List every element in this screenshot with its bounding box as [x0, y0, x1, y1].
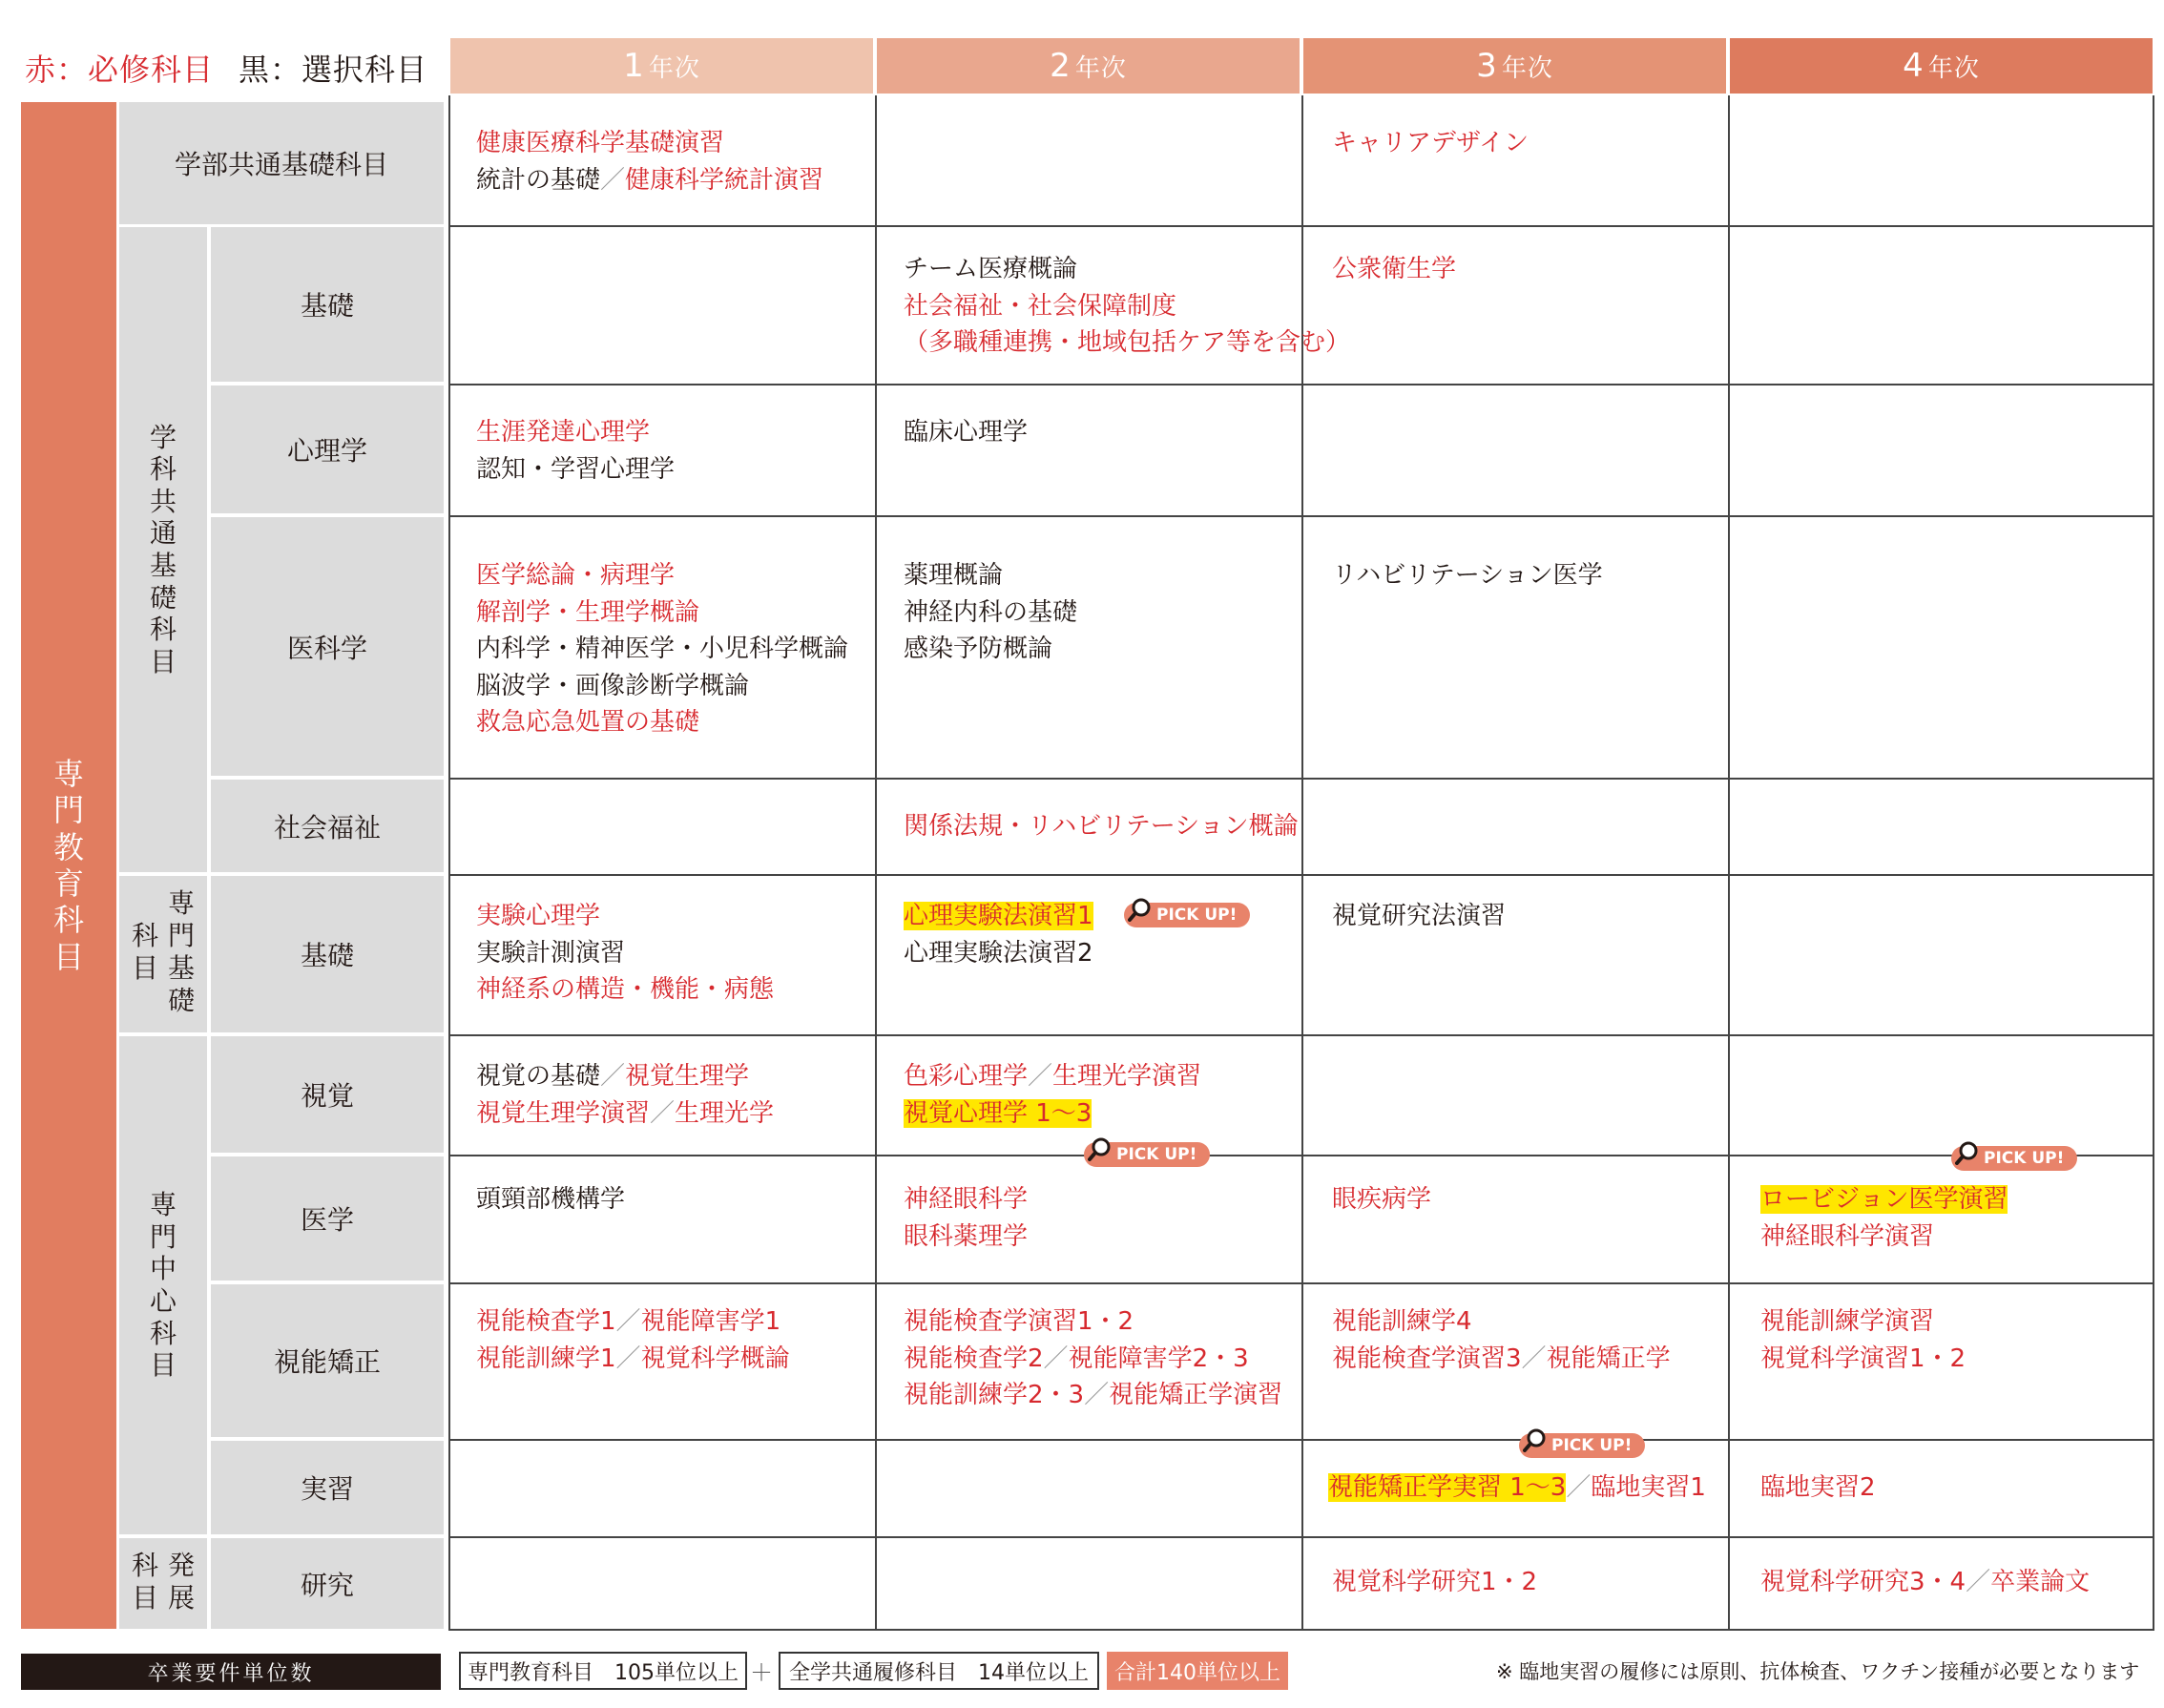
course-name: 生涯発達心理学	[476, 418, 651, 447]
cell-speckiso-y3	[1332, 898, 1506, 935]
group-development: 発 展 科 目	[119, 1538, 207, 1629]
course-line	[476, 451, 675, 489]
course-line	[476, 971, 774, 1009]
cell-speckiso-y2	[904, 898, 1093, 971]
course-line	[1332, 1564, 1537, 1601]
course-name: ロービジョン医学演習	[1760, 1185, 2008, 1214]
course-name: 眼科薬理学	[904, 1221, 1029, 1251]
course-name: 神経系の構造・機能・病態	[476, 975, 775, 1004]
year-num: 3	[1476, 47, 1498, 85]
course-name: 実験心理学	[476, 902, 601, 930]
course-name: リハビリテーション医学	[1332, 561, 1603, 590]
course-line	[476, 631, 848, 668]
cell-psychology-y1	[476, 414, 675, 488]
course-name: 健康科学統計演習	[625, 165, 824, 195]
course-name: （多職種連携・地域包括ケア等を含む）	[904, 328, 1351, 357]
pick-up-badge	[1124, 903, 1250, 927]
pick-up-badge	[1951, 1146, 2077, 1171]
course-line	[904, 1058, 1201, 1095]
course-name: 認知・学習心理学	[476, 454, 676, 484]
course-name: 生理光学演習	[1052, 1062, 1202, 1091]
cell-vision-y1	[476, 1058, 774, 1132]
course-name: 感染予防概論	[904, 635, 1053, 663]
course-name: 内科学・精神医学・小児科学概論	[476, 635, 849, 663]
course-name: 解剖学・生理学概論	[476, 597, 700, 627]
separator: ／	[600, 1062, 626, 1091]
year-num: 1	[623, 47, 645, 85]
cell-orthoptics-y3	[1332, 1303, 1671, 1377]
course-name: 視覚研究法演習	[1332, 902, 1507, 930]
specialized-credits-text: 専門教育科目 105単位以上	[468, 1660, 739, 1685]
course-line	[1332, 898, 1506, 935]
course-name: 神経眼科学演習	[1760, 1221, 1935, 1251]
course-name: 心理実験法演習2	[904, 938, 1093, 968]
separator: ／	[1028, 1062, 1053, 1091]
group-dept-common: 学 科 共 通 基 礎 科 目	[119, 227, 207, 872]
course-name: 視覚科学研究3・4	[1760, 1568, 1966, 1596]
course-line	[476, 1303, 790, 1341]
course-line	[476, 557, 848, 594]
course-line	[1332, 1303, 1671, 1341]
cell-medicine-y4	[1760, 1181, 2008, 1255]
cell-medsci-y2	[904, 557, 1077, 668]
separator: ／	[1966, 1568, 1991, 1596]
course-line	[904, 1303, 1282, 1341]
cell-medsci-y3	[1332, 557, 1603, 594]
year-suffix: 年次	[1927, 53, 1980, 83]
magnifier-icon	[1523, 1427, 1548, 1452]
cell-vision-y2	[904, 1058, 1201, 1132]
total-credits-badge	[1107, 1652, 1288, 1690]
course-name: 視能訓練学1	[476, 1343, 616, 1373]
pick-up-label: PICK UP!	[1116, 1145, 1197, 1164]
course-line	[476, 704, 848, 741]
row-label-kiso	[211, 227, 444, 382]
separator: ／	[615, 1307, 641, 1336]
course-name: 視覚科学演習1・2	[1760, 1343, 1966, 1373]
year-header-2	[877, 38, 1300, 94]
common-credits-text: 全学共通履修科目 14単位以上	[789, 1660, 1089, 1685]
course-name: 視能矯正学演習	[1109, 1381, 1283, 1409]
course-line	[904, 1219, 1028, 1256]
row-label-social-welfare	[211, 780, 444, 872]
course-line	[904, 594, 1077, 632]
course-name: 視能障害学1	[640, 1307, 781, 1336]
cell-medicine-y3	[1332, 1181, 1431, 1219]
course-name: キャリアデザイン	[1332, 129, 1529, 157]
plus-sign: ＋	[750, 1659, 773, 1686]
legend	[25, 46, 427, 90]
cell-medicine-y1	[476, 1181, 625, 1219]
row-label: 基礎	[300, 940, 354, 971]
side-label-specialized-education: 専 門 教 育 科 目	[21, 102, 116, 1629]
course-line	[904, 288, 1350, 325]
separator: ／	[1521, 1343, 1547, 1373]
separator: ／	[1566, 1473, 1592, 1502]
total-credits-text: 合計140単位以上	[1114, 1660, 1280, 1685]
course-line	[476, 1058, 774, 1095]
course-name: 神経内科の基礎	[904, 597, 1078, 627]
grid-line	[1728, 95, 1730, 1631]
course-name: 視能訓練学4	[1332, 1307, 1472, 1336]
course-name: 視覚の基礎	[476, 1062, 601, 1091]
magnifier-icon	[1128, 897, 1153, 922]
year-suffix: 年次	[1074, 53, 1127, 83]
course-line	[476, 162, 823, 199]
magnifier-icon	[1955, 1140, 1980, 1165]
course-name: 実験計測演習	[476, 938, 626, 968]
course-name: 視覚科学研究1・2	[1332, 1568, 1538, 1596]
course-line	[1332, 251, 1456, 288]
course-line	[1760, 1341, 1966, 1378]
row-label: 研究	[300, 1569, 354, 1601]
course-name: 視能訓練学2・3	[904, 1381, 1085, 1409]
cell-orthoptics-y2	[904, 1303, 1282, 1414]
row-label-orthoptics	[211, 1284, 444, 1437]
cell-common-y3	[1332, 125, 1529, 162]
year-num: 2	[1050, 47, 1072, 85]
year-header-4	[1730, 38, 2153, 94]
course-name: 救急応急処置の基礎	[476, 708, 700, 737]
course-name: 社会福祉・社会保障制度	[904, 291, 1177, 321]
legend-elective: 黒：選択科目	[239, 52, 428, 88]
course-line	[476, 898, 774, 935]
course-line	[904, 557, 1077, 594]
course-name: 視能矯正学	[1546, 1343, 1671, 1373]
pick-up-badge	[1084, 1142, 1210, 1167]
course-name: 心理実験法演習1	[904, 902, 1093, 930]
year-suffix: 年次	[1501, 53, 1553, 83]
graduation-credits-title	[21, 1654, 441, 1690]
course-name: 色彩心理学	[904, 1062, 1029, 1091]
separator: ／	[600, 165, 626, 195]
row-label-vision	[211, 1036, 444, 1153]
row-label-specialized-kiso	[211, 876, 444, 1032]
course-name: 視能検査学演習1・2	[904, 1307, 1134, 1336]
cell-psychology-y2	[904, 414, 1028, 451]
pick-up-label: PICK UP!	[1551, 1436, 1633, 1455]
year-header-3	[1303, 38, 1726, 94]
course-line	[476, 1341, 790, 1378]
grid-line	[2153, 95, 2154, 1631]
cell-medsci-y1	[476, 557, 848, 741]
separator: ／	[1043, 1343, 1069, 1373]
cell-common-y1	[476, 125, 823, 198]
cell-practicum-y4	[1760, 1469, 1876, 1507]
row-label-medicine	[211, 1156, 444, 1281]
cell-research-y4	[1760, 1564, 2090, 1601]
course-line	[476, 594, 848, 632]
course-name: 視能検査学演習3	[1332, 1343, 1522, 1373]
course-line	[1332, 1341, 1671, 1378]
pick-up-badge	[1519, 1433, 1645, 1458]
course-name: 薬理概論	[904, 561, 1004, 590]
row-label: 視覚	[300, 1080, 354, 1112]
row-label: 医科学	[286, 632, 367, 664]
course-line	[476, 125, 823, 162]
group-specialized-basic: 専 門 基 礎 科 目	[119, 876, 207, 1032]
specialized-credits-box	[459, 1652, 747, 1690]
cell-orthoptics-y4	[1760, 1303, 1966, 1377]
legend-required: 赤：必修科目	[25, 52, 215, 88]
year-header-1	[450, 38, 873, 94]
course-name: 統計の基礎	[476, 165, 601, 195]
practicum-note: ※ 臨地実習の履修には原則、抗体検査、ワクチン接種が必要となります	[1496, 1660, 2140, 1683]
grid-line	[448, 95, 450, 1631]
pick-up-label: PICK UP!	[1984, 1149, 2065, 1168]
course-line	[1760, 1181, 2008, 1219]
group-specialized-center: 専 門 中 心 科 目	[119, 1036, 207, 1534]
course-name: 公衆衛生学	[1332, 255, 1457, 283]
course-line	[904, 1377, 1282, 1414]
course-name: 臨地実習1	[1591, 1473, 1706, 1502]
cell-kiso-y2	[904, 251, 1350, 362]
separator: ／	[615, 1343, 641, 1373]
row-label: 医学	[300, 1204, 354, 1236]
course-line	[904, 808, 1299, 845]
course-line	[1332, 1181, 1431, 1219]
course-line	[476, 668, 848, 705]
row-label-practicum	[211, 1441, 444, 1534]
course-name: チーム医療概論	[904, 255, 1078, 283]
pick-up-label: PICK UP!	[1156, 906, 1238, 925]
row-label: 社会福祉	[273, 811, 381, 844]
row-label-medical-science	[211, 517, 444, 776]
course-name: 視能障害学2・3	[1068, 1343, 1249, 1373]
course-line	[1760, 1564, 2090, 1601]
course-name: 眼疾病学	[1332, 1185, 1432, 1214]
course-name: 視覚生理学	[625, 1062, 750, 1091]
group-label: 学部共通基礎科目	[174, 149, 388, 180]
row-label: 心理学	[286, 435, 367, 467]
course-name: 臨地実習2	[1760, 1473, 1876, 1502]
course-name: 医学総論・病理学	[476, 561, 676, 590]
course-line	[904, 1181, 1028, 1219]
cell-practicum-y3	[1328, 1469, 1706, 1507]
course-name: 視覚生理学演習	[476, 1098, 651, 1128]
cell-welfare-y2	[904, 808, 1299, 845]
course-name: 関係法規・リハビリテーション概論	[904, 812, 1299, 841]
course-name: 視能検査学1	[476, 1307, 616, 1336]
course-name: 脳波学・画像診断学概論	[476, 671, 750, 700]
common-credits-box	[779, 1652, 1099, 1690]
course-line	[1332, 125, 1529, 162]
row-label: 実習	[300, 1473, 354, 1505]
course-line	[476, 414, 675, 451]
course-line	[904, 898, 1093, 935]
year-suffix: 年次	[648, 53, 700, 83]
cell-medicine-y2	[904, 1181, 1028, 1255]
course-line	[904, 935, 1093, 972]
course-name: 視覚科学概論	[640, 1343, 790, 1373]
grid-line	[875, 95, 877, 1631]
course-line	[904, 414, 1028, 451]
course-line	[476, 1181, 625, 1219]
course-line	[476, 935, 774, 972]
row-label-psychology	[211, 385, 444, 513]
course-line	[1760, 1219, 2008, 1256]
cell-orthoptics-y1	[476, 1303, 790, 1377]
course-name: 視能検査学2	[904, 1343, 1044, 1373]
group-common-foundation	[119, 102, 444, 224]
separator: ／	[1084, 1381, 1110, 1409]
course-line	[904, 324, 1350, 362]
cell-kiso-y3	[1332, 251, 1456, 288]
course-line	[1332, 557, 1603, 594]
row-label: 基礎	[300, 290, 354, 322]
course-name: 生理光学	[675, 1098, 775, 1128]
course-line	[904, 631, 1077, 668]
course-name: 臨床心理学	[904, 418, 1029, 447]
course-line	[1760, 1469, 1876, 1507]
course-line	[904, 1341, 1282, 1378]
course-name: 神経眼科学	[904, 1185, 1029, 1214]
course-name: 頭頸部機構学	[476, 1185, 626, 1214]
course-line	[904, 1095, 1201, 1133]
magnifier-icon	[1088, 1136, 1113, 1161]
course-line	[1760, 1303, 1966, 1341]
course-name: 健康医療科学基礎演習	[476, 129, 725, 157]
separator: ／	[650, 1098, 676, 1128]
course-line	[904, 251, 1350, 288]
footer-title-text: 卒業要件単位数	[147, 1661, 315, 1686]
cell-speckiso-y1	[476, 898, 774, 1009]
course-name: 視覚心理学 1〜3	[904, 1098, 1092, 1128]
course-name: 視能矯正学実習 1〜3	[1328, 1473, 1567, 1502]
course-name: 視能訓練学演習	[1760, 1307, 1935, 1336]
course-line	[1328, 1469, 1706, 1507]
row-label-research	[211, 1538, 444, 1629]
year-num: 4	[1903, 47, 1925, 85]
course-name: 卒業論文	[1990, 1568, 2091, 1596]
row-label: 視能矯正	[273, 1346, 381, 1378]
course-line	[476, 1095, 774, 1133]
cell-research-y3	[1332, 1564, 1537, 1601]
